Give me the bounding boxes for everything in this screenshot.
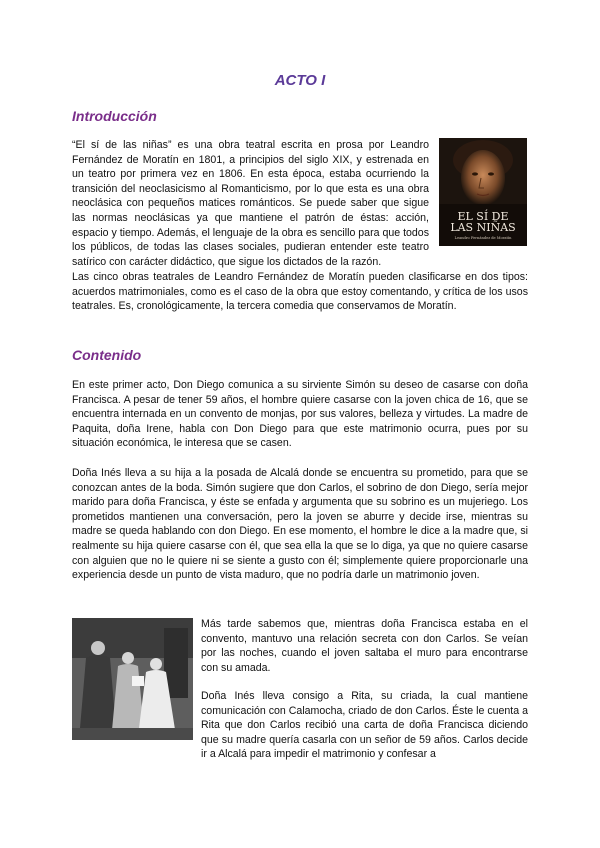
intro-paragraph-2: Las cinco obras teatrales de Leandro Fernández de Moratín pueden clasificarse en dos tipos: acuerdos matrimoniales, como es el caso de la obra que estoy comentando, y crítica de los usos teatrales. Es, cronológicamente, la tercera comedia que conservamos de Moratín. bbox=[72, 271, 528, 313]
content-heading: Contenido bbox=[72, 347, 142, 363]
book-cover-author: Leandro Fernández de Moratín bbox=[454, 236, 512, 240]
act-title: ACTO I bbox=[274, 72, 326, 89]
book-cover-image bbox=[439, 138, 527, 246]
introduction-heading: Introducción bbox=[72, 108, 157, 124]
intro-paragraph-1: “El sí de las niñas” es una obra teatral escrita en prosa por Leandro Fernández de Moratín en 1801, a principios del siglo XIX, y estrenada en un teatro por primera vez en 1806. En esta época, estaba ocurriendo la transición del neoclasicismo al Romanticismo, por lo que esta es una obra neoclásica con pequeños matices románticos. Se puede saber que sigue las normas neoclásicas ya que mantiene el patrón de éstas: acción, espacio y tiempo. Además, el lenguaje de la obra es sencillo para que todos los públicos, de todas las clases sociales, pudieran entender este teatro satírico con carácter didáctico, que sigue los dictados de la razón. bbox=[72, 139, 429, 268]
content-paragraph-2: Doña Inés lleva a su hija a la posada de Alcalá donde se encuentra su prometido, para que se conozcan antes de la boda. Simón sugiere que don Carlos, el sobrino de don Diego, sería mejor marido para doña Francisca, y éste se enfada y argumenta que su sobrino es un mujeriego. Los prometidos mantienen una conversación, pero la joven se aburre y decide irse, mientras su madre se queda hablando con don Diego. En ese momento, el hombre le dice a la madre que, si realmente su hija quiere casarse con él, que sea ella la que se lo diga, ya que no quiere casarse con alguien que no le quiere ni se siente a gusto con él; simplemente quiere proporcionarle una experiencia desde un punto de vista maduro, que no podría darle un matrimonio joven. bbox=[72, 467, 528, 582]
stage-photo bbox=[72, 618, 193, 740]
content-paragraph-4: Doña Inés lleva consigo a Rita, su criada, la cual mantiene comunicación con Calamocha, criado de don Carlos. Éste le cuenta a Rita que don Carlos recibió una carta de doña Francisca diciendo que su madre quería casarla con un señor de 59 años. Carlos decide ir a Alcalá para impedir el matrimonio y confesar a bbox=[201, 690, 528, 761]
stage-photo-illustration bbox=[72, 618, 193, 740]
content-paragraph-3: Más tarde sabemos que, mientras doña Francisca estaba en el convento, mantuvo una relación secreta con don Carlos. Se veían por las noches, cuando el joven saltaba el muro para encontrarse con su amada. bbox=[201, 618, 528, 674]
book-cover-title: EL SÍ DE LAS NIÑAS bbox=[450, 210, 516, 234]
content-paragraph-1: En este primer acto, Don Diego comunica a su sirviente Simón su deseo de casarse con doña Francisca. A pesar de tener 59 años, el hombre quiere casarse con la joven chica de 16, que se encuentra internada en un convento de monjas, por sus valores, belleza y virtudes. La madre de Paquita, doña Irene, habla con Don Diego para que este matrimonio ocurra, pues por su situación económica, le interesa que se casen. bbox=[72, 379, 528, 450]
